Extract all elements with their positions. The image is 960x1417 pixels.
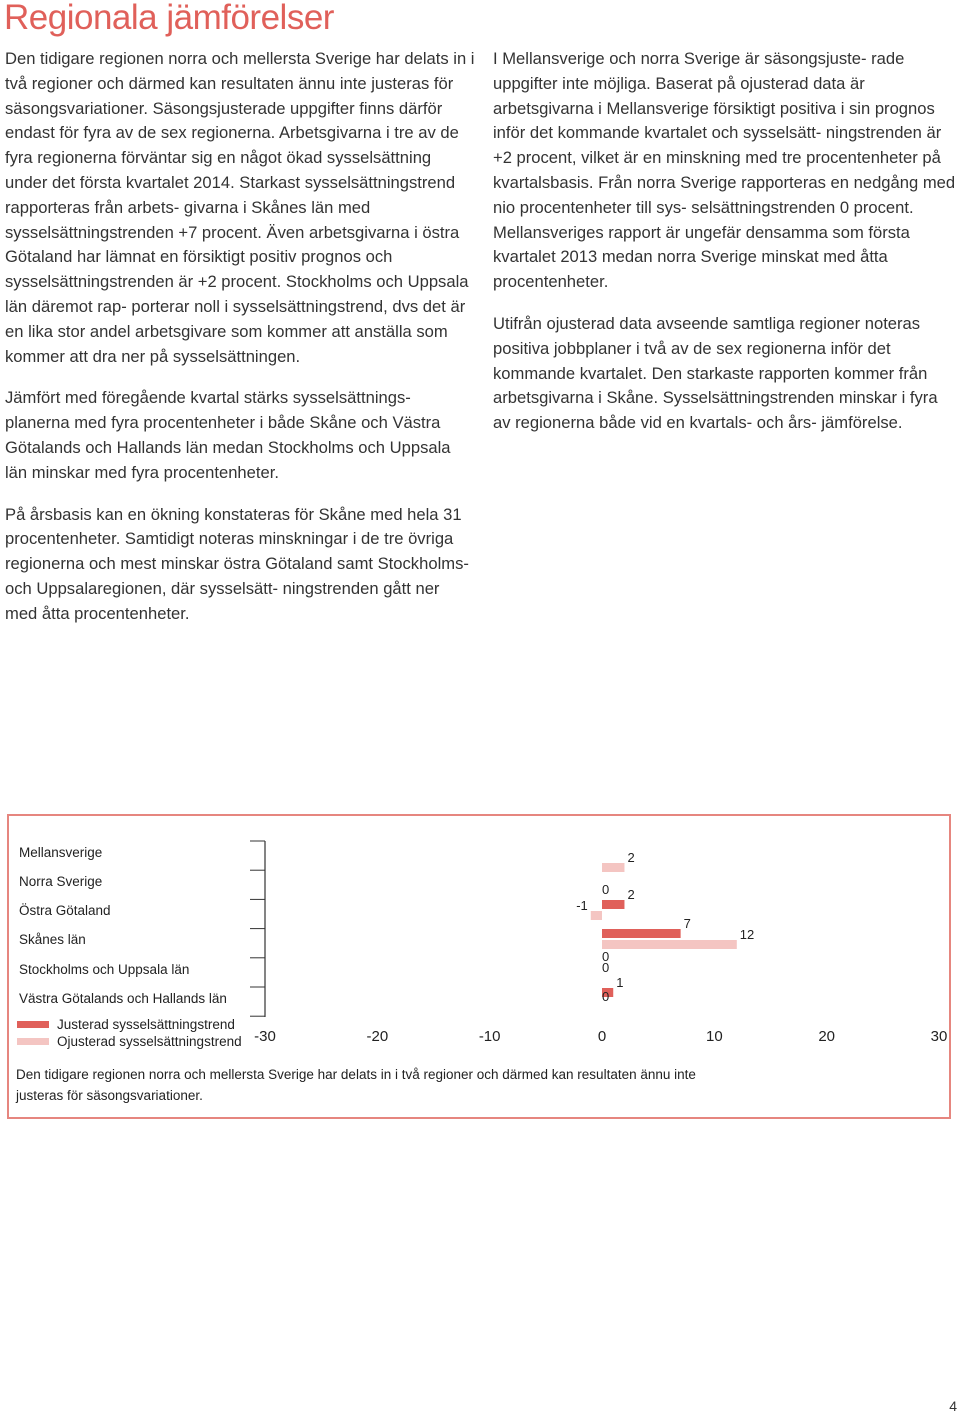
data-label: 7	[683, 916, 691, 931]
legend-label: Justerad sysselsättningstrend	[57, 1017, 235, 1032]
data-label: 0	[602, 989, 610, 1004]
data-label: 0	[602, 949, 610, 964]
category-label: Skånes län	[19, 932, 86, 947]
bar	[602, 929, 681, 938]
data-label: 1	[616, 975, 624, 990]
page-number: 4	[949, 1398, 957, 1414]
paragraph: Jämfört med föregående kvartal stärks sysselsättnings- planerna med fyra procentenheter i både Skåne och Västra Götalands och Hallands län medan Stockholms och Uppsala län minskar med fyra procentenheter.	[5, 388, 451, 482]
x-tick-label: 20	[818, 1028, 836, 1045]
data-label: 0	[602, 882, 610, 897]
paragraph: Den tidigare regionen norra och mellersta Sverige har delats in i två regioner och därmed kan resultaten ännu inte justeras för säsongsvariationer. Säsongsjusterade uppgifter finns därför endast för fyra av de sex regionerna. Arbetsgivarna i tre av de fyra regionerna förväntar sig en något ökad sysselsättning under det första kvartalet 2014. Starkast sysselsättningstrend rapporteras från arbets- givarna i Skånes län med sysselsättningstrenden +7 procent. Även arbetsgivarna i östra Götaland har lämnat en försiktigt positiv prognos och sysselsättningstrenden är +2 procent. Stockholms och Uppsala län däremot rap- porterar noll i sysselsättningstrend, dvs det är en lika stor andel arbetsgivare som kommer att anställa som kommer att dra ner på sysselsättningen.	[5, 49, 475, 366]
x-tick-label: -20	[366, 1028, 389, 1045]
data-label: -1	[576, 898, 588, 913]
bar	[602, 940, 737, 949]
category-label: Västra Götalands och Hallands län	[19, 991, 227, 1006]
category-label: Norra Sverige	[19, 874, 103, 889]
bar	[602, 863, 624, 872]
category-label: Stockholms och Uppsala län	[19, 962, 190, 977]
bar	[602, 900, 624, 909]
paragraph: På årsbasis kan en ökning konstateras för Skåne med hela 31 procentenheter. Samtidigt noteras minskningar i de tre övriga regionerna och mest minskar östra Götaland samt Stockholms- och Uppsalaregionen, där sysselsätt- ningstrenden gått ner med åtta procentenheter.	[5, 504, 469, 623]
chart-footnote: Den tidigare regionen norra och mellersta Sverige har delats in i två regioner och därmed kan resultaten ännu inte justeras för säsongsvariationer.	[16, 1067, 696, 1103]
data-label: 2	[627, 887, 635, 902]
data-label: 0	[602, 960, 610, 975]
x-tick-label: -30	[254, 1028, 276, 1045]
data-label: 12	[739, 927, 755, 942]
x-tick-label: 30	[930, 1028, 948, 1045]
paragraph: I Mellansverige och norra Sverige är säsongsjuste- rade uppgifter inte möjliga. Baserat på ojusterad data är arbetsgivarna i Mellansverige försiktigt positiva i sin prognos inför det kommande kvartalet och sysselsätt- ningstrenden är +2 procent, vilket är en minskning med tre procentenheter på kvartalsbasis. Från norra Sverige rapporteras en nedgång med nio procentenheter till sys- selsättningstrenden 0 procent. Mellansveriges rapport är ungefär densamma som första kvartalet 2013 medan norra Sverige minskat med åtta procentenheter.	[493, 49, 956, 292]
category-label: Mellansverige	[19, 845, 103, 860]
page-title: Regionala jämförelser	[4, 0, 334, 37]
legend-label: Ojusterad sysselsättningstrend	[57, 1034, 242, 1049]
x-tick-label: 0	[597, 1028, 607, 1045]
data-label: 2	[627, 850, 635, 865]
x-tick-label: -10	[478, 1028, 501, 1045]
paragraph: Utifrån ojusterad data avseende samtliga regioner noteras positiva jobbplaner i två av de sex regionerna inför det kommande kvartalet. Den starkaste rapporten kommer från arbetsgivarna i Skåne. Sysselsättningstrenden minskar i fyra av regionerna både vid en kvartals- och års- jämförelse.	[493, 313, 938, 433]
bar	[591, 911, 602, 920]
category-label: Östra Götaland	[19, 903, 111, 918]
x-tick-label: 10	[705, 1028, 723, 1045]
